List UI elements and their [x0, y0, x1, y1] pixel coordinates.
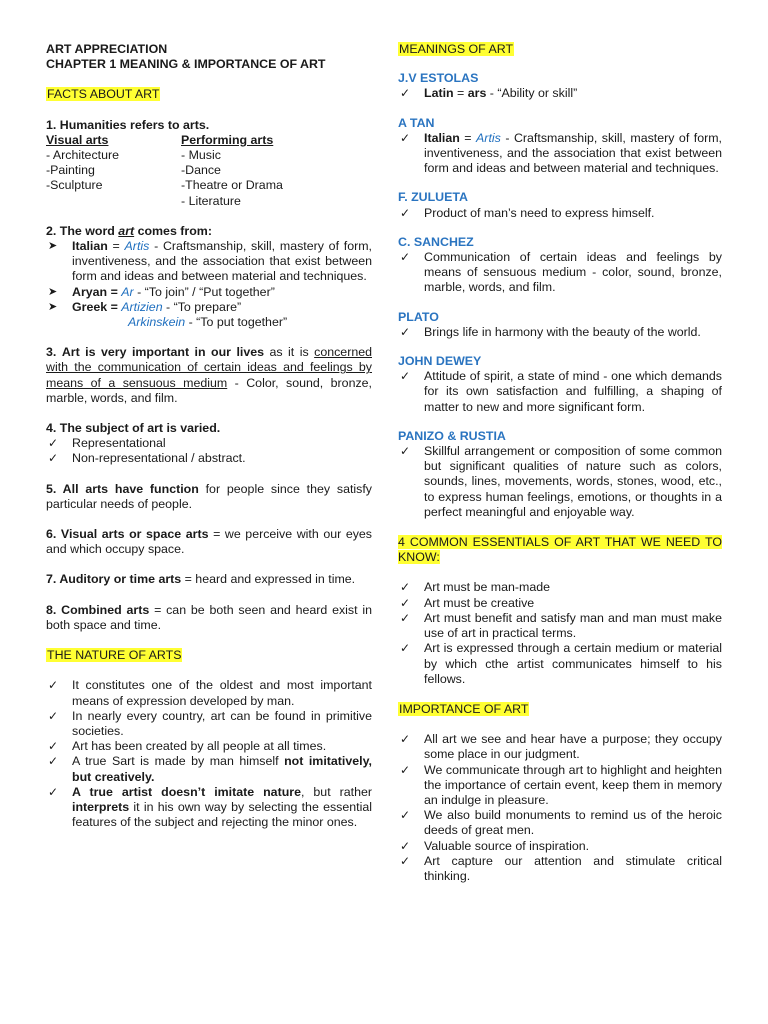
left-column	[46, 42, 372, 830]
list-item: ✓ Non-representational / abstract.	[48, 451, 246, 466]
fact-4	[46, 421, 372, 467]
importance-heading-row	[398, 702, 722, 717]
etymology-aryan: ➤ Aryan = Ar - “To join” / “Put together”	[48, 284, 275, 299]
visual-arts-header: Visual arts	[46, 132, 109, 147]
list-item: ✓ Skillful arrangement or composition of some common but significant qualities of nature such as colors, sounds, lines, movements, words, stones, wood, etc., to express human feelings, emotions, or thoughts in a perfect meaningful and enjoyable way.	[400, 444, 722, 519]
check-mark-icon: ✓	[48, 708, 59, 723]
list-item: ✓ Art must benefit and satisfy man and man must make use of art in practical terms.	[400, 610, 722, 641]
nature-heading: THE NATURE OF ARTS	[47, 648, 182, 663]
performing-art-cell: - Literature	[181, 193, 241, 208]
list-item: ✓ Representational	[48, 436, 166, 451]
meanings-list	[398, 71, 722, 520]
fact-3: 3. Art is very important in our lives as it is concerned with the communication of certain ideas and feelings by means of a sensuous medium - Color, sound, bronze, marble, words, and film.	[46, 345, 372, 405]
check-mark-icon: ✓	[400, 250, 411, 265]
list-item: ✓ Art must be creative	[400, 595, 535, 610]
check-mark-icon: ✓	[48, 451, 59, 466]
list-item: ✓ Latin = ars - “Ability or skill”	[400, 86, 578, 101]
visual-art-cell: -Sculpture	[46, 178, 103, 193]
fact-2-title: 2. The word art comes from:	[46, 223, 212, 238]
author-name: A TAN	[398, 115, 435, 130]
arts-table-row	[46, 163, 372, 178]
list-item: ✓ Valuable source of inspiration.	[400, 838, 590, 853]
list-item: ✓ Art is expressed through a certain medium or material by which cthe artist communicates himself to his fellows.	[400, 641, 722, 686]
author-name: J.V ESTOLAS	[398, 71, 479, 86]
list-item: ✓ Italian = Artis - Craftsmanship, skill, mastery of form, inventiveness, and the association that exist between form and ideas and between material and techniques.	[400, 130, 722, 176]
visual-art-cell: - Architecture	[46, 148, 119, 163]
check-mark-icon: ✓	[400, 732, 411, 747]
list-item: ✓ All art we see and hear have a purpose; they occupy some place in our judgment.	[400, 732, 722, 762]
check-mark-icon: ✓	[400, 838, 411, 853]
fact-6: 6. Visual arts or space arts = we perceive with our eyes and which occupy space.	[46, 527, 372, 557]
etymology-italian: ➤ Italian = Artis - Craftsmanship, skill, mastery of form, inventiveness, and the association that exist between form and ideas and between material and techniques.	[48, 239, 372, 284]
list-item: ✓ Attitude of spirit, a state of mind - one which demands for its own satisfaction and fulfilling, a shaping of matter to new and more significant form.	[400, 369, 722, 414]
importance-heading: IMPORTANCE OF ART	[399, 701, 529, 716]
author-name: PANIZO & RUSTIA	[398, 428, 506, 443]
arrow-bullet-icon: ➤	[48, 285, 58, 298]
list-item: ✓ It constitutes one of the oldest and most important means of expression developed by man.	[48, 678, 372, 708]
list-item: ✓ Art has been created by all people at all times.	[48, 739, 327, 754]
fact-5: 5. All arts have function for people since they satisfy particular needs of people.	[46, 481, 372, 511]
check-mark-icon: ✓	[400, 324, 411, 339]
check-mark-icon: ✓	[400, 580, 411, 595]
list-item: ✓ A true artist doesn’t imitate nature, but rather interprets it in his own way by selecting the essential features of the subject and rejecting the minor ones.	[48, 784, 372, 830]
arts-table-row	[46, 178, 372, 193]
list-item: ✓ Brings life in harmony with the beauty of the world.	[400, 324, 701, 339]
chapter-title: CHAPTER 1 MEANING & IMPORTANCE OF ART	[46, 57, 326, 72]
fact-1-title: 1. Humanities refers to arts.	[46, 117, 210, 132]
essentials-list	[398, 580, 722, 686]
check-mark-icon: ✓	[400, 130, 411, 145]
essentials-heading: 4 COMMON ESSENTIALS OF ART THAT WE NEED TO KNOW:	[398, 535, 722, 565]
arts-table-header	[46, 133, 372, 148]
fact-4-title: 4. The subject of art is varied.	[46, 421, 221, 436]
facts-heading-row	[46, 87, 372, 102]
fact-7: 7. Auditory or time arts = heard and expressed in time.	[46, 572, 356, 587]
fact-1	[46, 118, 372, 209]
author-name: F. ZULUETA	[398, 190, 468, 205]
list-item: ✓ Art must be man-made	[400, 580, 551, 595]
check-mark-icon: ✓	[48, 784, 59, 799]
author-name: C. SANCHEZ	[398, 234, 474, 249]
document-title: ART APPRECIATION	[46, 42, 168, 56]
importance-list	[398, 732, 722, 884]
check-mark-icon: ✓	[48, 678, 59, 693]
author-name: PLATO	[398, 309, 439, 324]
etymology-greek-2: Arkinskein - “To put together”	[128, 315, 288, 330]
check-mark-icon: ✓	[48, 436, 59, 451]
performing-arts-header: Performing arts	[181, 132, 274, 147]
arts-table-row	[46, 194, 372, 209]
check-mark-icon: ✓	[400, 444, 411, 459]
nature-heading-row	[46, 648, 372, 663]
list-item: ✓ In nearly every country, art can be found in primitive societies.	[48, 708, 372, 738]
nature-list	[46, 678, 372, 830]
visual-art-cell: -Painting	[46, 163, 95, 178]
visual-art-cell	[46, 194, 181, 209]
check-mark-icon: ✓	[400, 205, 411, 220]
check-mark-icon: ✓	[400, 369, 411, 384]
list-item: ✓ We also build monuments to remind us of the heroic deeds of great men.	[400, 808, 722, 838]
list-item: ✓ We communicate through art to highlight and heighten the importance of certain event, keep them in memory an indulge in pleasure.	[400, 762, 722, 807]
check-mark-icon: ✓	[400, 853, 411, 868]
arts-table-row	[46, 148, 372, 163]
etymology-greek: ➤ Greek = Artizien - “To prepare”	[48, 299, 242, 314]
check-mark-icon: ✓	[400, 595, 411, 610]
check-mark-icon: ✓	[400, 808, 411, 823]
performing-art-cell: -Theatre or Drama	[181, 178, 283, 193]
check-mark-icon: ✓	[400, 762, 411, 777]
list-item: ✓ Communication of certain ideas and feelings by means of sensuous medium - color, sound, bronze, marble, words, and film.	[400, 250, 722, 295]
meanings-heading-row	[398, 42, 722, 57]
list-item: ✓ Product of man’s need to express himself.	[400, 205, 655, 220]
check-mark-icon: ✓	[48, 754, 59, 769]
check-mark-icon: ✓	[400, 610, 411, 625]
arrow-bullet-icon: ➤	[48, 300, 58, 313]
facts-heading: FACTS ABOUT ART	[47, 87, 160, 102]
art-word: art	[118, 223, 135, 238]
check-mark-icon: ✓	[400, 641, 411, 656]
check-mark-icon: ✓	[48, 739, 59, 754]
right-column	[398, 42, 722, 884]
meanings-heading: MEANINGS OF ART	[399, 42, 514, 56]
arrow-bullet-icon: ➤	[48, 240, 58, 253]
fact-8: 8. Combined arts = can be both seen and heard exist in both space and time.	[46, 602, 372, 632]
performing-art-cell: -Dance	[181, 163, 221, 178]
list-item: ✓ Art capture our attention and stimulate critical thinking.	[400, 853, 722, 883]
fact-2	[46, 224, 372, 330]
essentials-heading-row	[398, 535, 722, 565]
list-item: ✓ A true Sart is made by man himself not imitatively, but creatively.	[48, 754, 372, 784]
check-mark-icon: ✓	[400, 86, 411, 101]
performing-art-cell: - Music	[181, 148, 221, 163]
author-name: JOHN DEWEY	[398, 354, 482, 369]
